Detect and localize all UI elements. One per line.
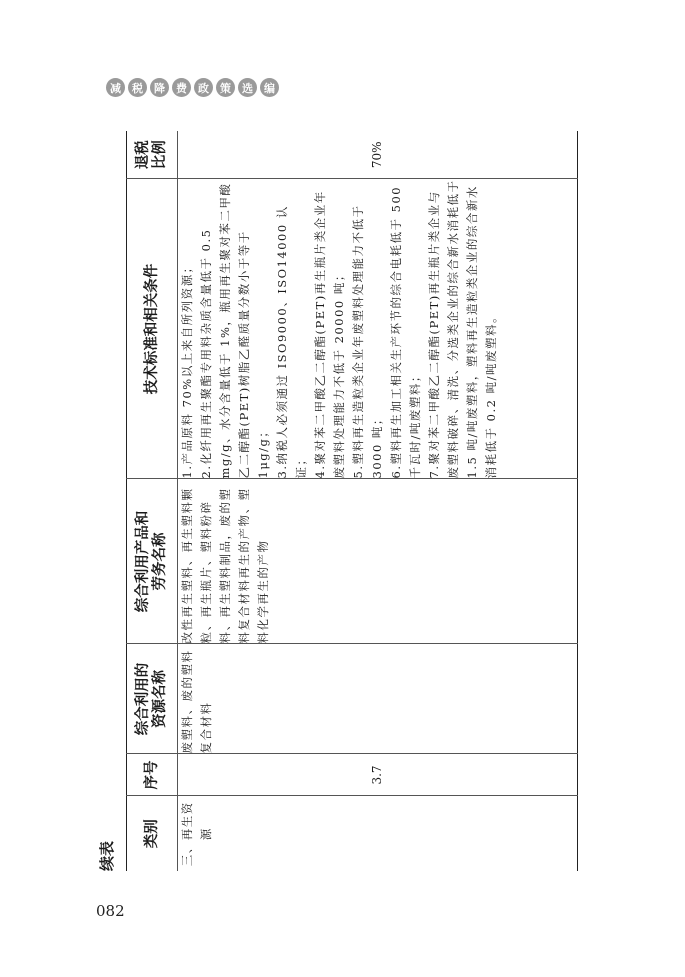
requirement-item: 7.聚对苯二甲酸乙二醇酯(PET)再生瓶片类企业与废塑料破碎、清洗、分选类企业的综合新水消耗低于 1.5 吨/吨废塑料，塑料再生造粒类企业的综合新水消耗低于 0.2 吨/吨废塑料。 xyxy=(427,179,498,479)
requirement-item: 5.塑料再生造粒类企业年废塑料处理能力不低于 3000 吨； xyxy=(351,204,384,479)
header-ratio-line1: 退税 xyxy=(135,140,151,170)
category-cell: 三、再生资源 xyxy=(178,796,578,871)
header-char: 编 xyxy=(260,78,279,97)
header-char: 降 xyxy=(150,78,169,97)
header-char: 策 xyxy=(216,78,235,97)
header-ratio xyxy=(127,131,178,179)
requirement-item: 3.纳税人必须通过 ISO9000、ISO14000 认证； xyxy=(275,205,308,479)
page-number: 082 xyxy=(96,902,125,920)
requirement-item: 6.塑料再生加工相关生产环节的综合电耗低于 500 千瓦时/吨废塑料； xyxy=(389,185,422,479)
header-product xyxy=(127,479,178,644)
header-category: 类别 xyxy=(127,796,178,871)
header-char: 费 xyxy=(172,78,191,97)
requirements-cell xyxy=(178,179,578,479)
header-char: 选 xyxy=(238,78,257,97)
series-header xyxy=(106,78,279,97)
header-char: 减 xyxy=(106,78,125,97)
header-resource-line1: 综合利用的 xyxy=(135,662,151,736)
requirement-item: 1.产品原料 70%以上来自所列资源； xyxy=(180,260,194,479)
product-cell: 改性再生塑料、再生塑料颗粒、再生瓶片、塑料粉碎料、再生塑料制品，废的塑料复合材料再生的产物、塑料化学再生的产物 xyxy=(178,479,578,644)
table-row xyxy=(178,131,578,871)
serial-cell: 3.7 xyxy=(178,754,578,796)
resource-cell: 废塑料、废的塑料复合材料 xyxy=(178,644,578,754)
header-char: 政 xyxy=(194,78,213,97)
table-header-row xyxy=(127,131,178,871)
policy-table xyxy=(126,131,578,871)
header-product-line2: 劳务名称 xyxy=(152,532,168,591)
continued-label: 续表 xyxy=(98,840,116,871)
header-resource xyxy=(127,644,178,754)
header-resource-line2: 资源名称 xyxy=(152,670,168,728)
header-char: 税 xyxy=(128,78,147,97)
requirement-item: 4.聚对苯二甲酸乙二醇酯(PET)再生瓶片类企业年废塑料处理能力不低于 20000 吨； xyxy=(313,190,346,479)
header-ratio-line2: 比例 xyxy=(152,140,168,170)
header-product-line1: 综合利用产品和 xyxy=(135,510,151,613)
header-standard: 技术标准和相关条件 xyxy=(127,179,178,479)
rotated-table-area xyxy=(98,131,578,871)
ratio-cell: 70% xyxy=(370,141,384,169)
requirement-item: 2.化纤用再生聚酯专用料杂质含量低于 0.5 mg/g、水分含量低于 1%，瓶用再生聚对苯二甲酸乙二醇酯(PET)树脂乙醛质量分数小于等于 1μg/g； xyxy=(199,182,270,479)
header-serial: 序号 xyxy=(127,754,178,796)
